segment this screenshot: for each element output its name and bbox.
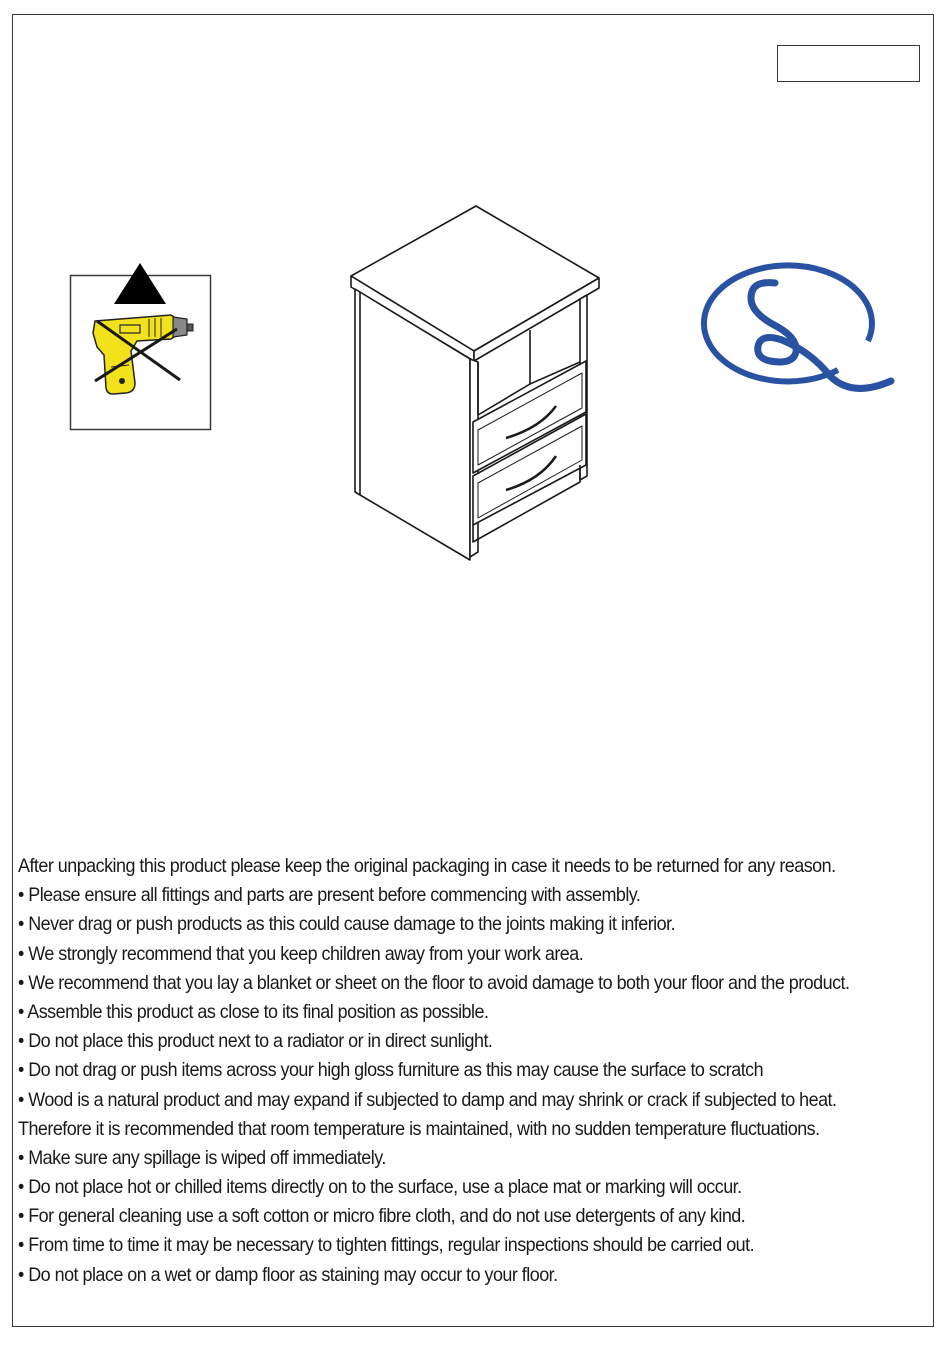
bedside-cabinet-illustration [340,200,610,570]
instruction-item: • Assemble this product as close to its final position as possible. [18,1001,489,1023]
instruction-item: • Do not place on a wet or damp floor as staining may occur to your floor. [18,1264,558,1286]
instruction-item: Therefore it is recommended that room temperature is maintained, with no sudden temperature fluctuations. [18,1118,820,1140]
brand-logo [672,250,897,400]
instruction-item: • Do not drag or push items across your high gloss furniture as this may cause the surface to scratch [18,1060,764,1082]
no-power-tools-warning [65,255,215,435]
product-reference-box [777,45,920,82]
instruction-item: • Do not place hot or chilled items directly on to the surface, use a place mat or marking will occur. [18,1177,742,1199]
instruction-item: • For general cleaning use a soft cotton or micro fibre cloth, and do not use detergents of any kind. [18,1206,746,1228]
intro-text: After unpacking this product please keep the original packaging in case it needs to be returned for any reason. [18,856,836,877]
instruction-item: • We recommend that you lay a blanket or sheet on the floor to avoid damage to both your floor and the product. [18,972,850,994]
instruction-item: • Make sure any spillage is wiped off immediately. [18,1147,386,1169]
instruction-item: • We strongly recommend that you keep children away from your work area. [18,943,584,965]
care-instructions [18,852,883,1290]
instruction-item: • Please ensure all fittings and parts are present before commencing with assembly. [18,885,641,907]
instruction-item: • From time to time it may be necessary to tighten fittings, regular inspections should be carried out. [18,1235,755,1257]
brand-logo-icon [704,265,891,388]
instruction-item: • Never drag or push products as this could cause damage to the joints making it inferior. [18,914,676,936]
instruction-item: • Wood is a natural product and may expand if subjected to damp and may shrink or crack if subjected to heat. [18,1089,837,1111]
instruction-item: • Do not place this product next to a radiator or in direct sunlight. [18,1031,493,1053]
